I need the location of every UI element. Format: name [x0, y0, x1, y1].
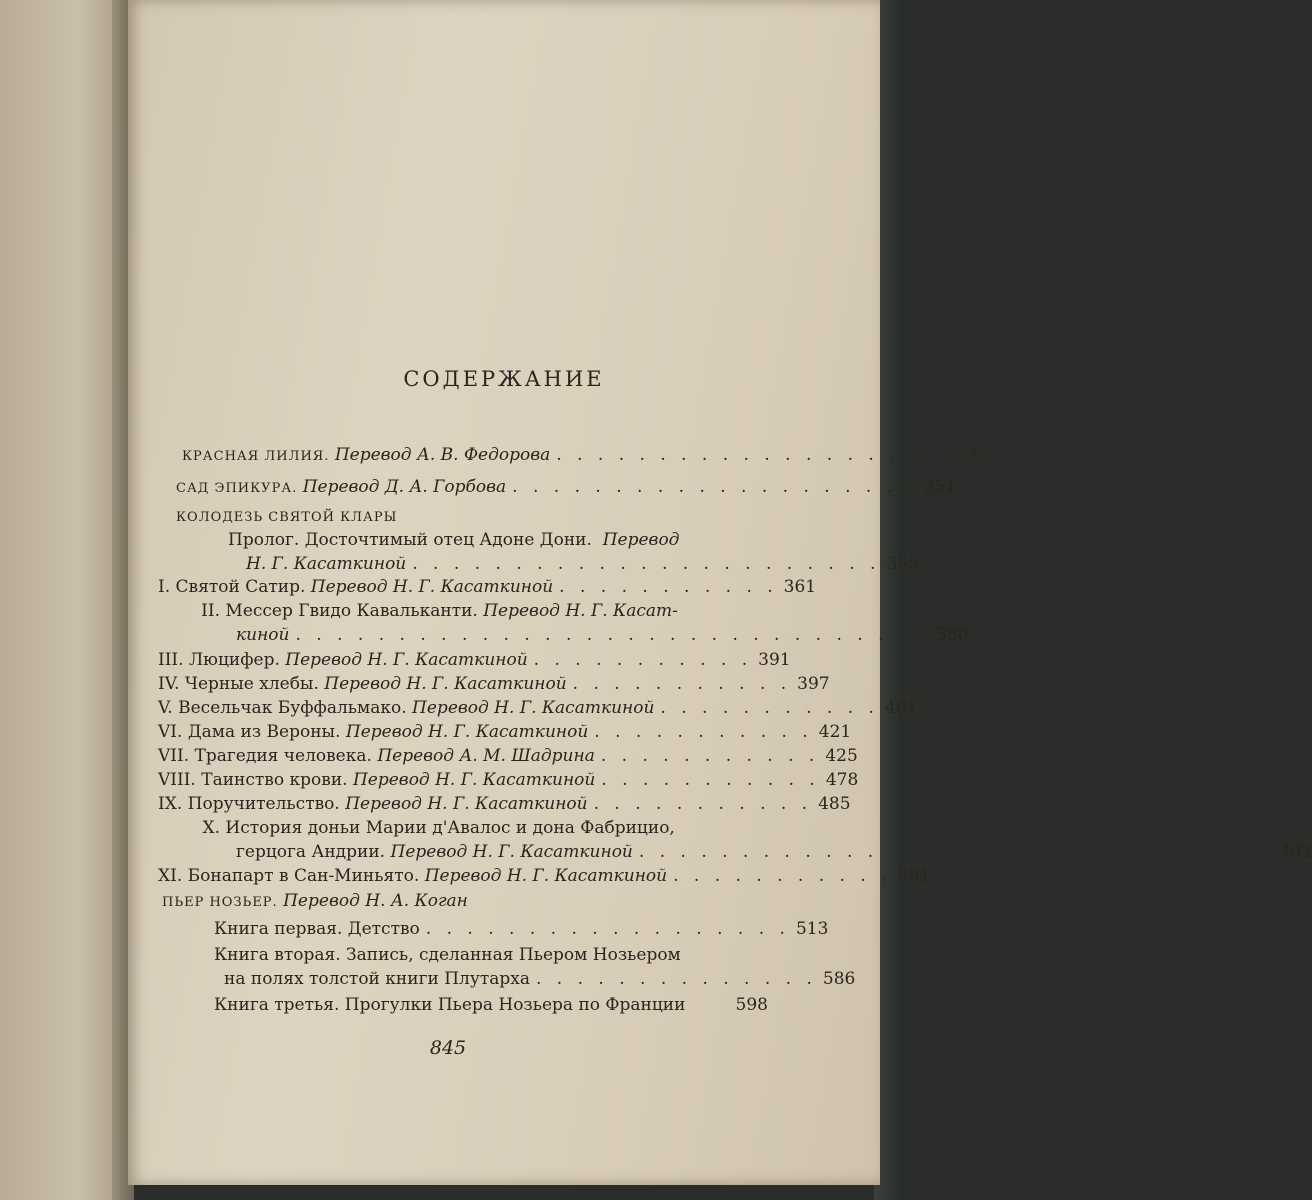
- chapter-title: Трагедия человека.: [194, 746, 372, 766]
- leader-dots: . . . . . . . . . . .: [594, 722, 813, 742]
- page-number: 586: [822, 969, 856, 989]
- translator: Перевод А. М. Шадрина: [377, 746, 595, 766]
- leader-dots: . . . . . . . . . . .: [600, 746, 820, 766]
- entry-title: Книга первая. Детство: [214, 919, 420, 939]
- toc-entry: [246, 553, 919, 575]
- page-number: 361: [783, 577, 817, 597]
- section-name: ПЬЕР НОЗЬЕР.: [162, 895, 278, 910]
- page-number: 501: [897, 866, 931, 886]
- leader-dots: . . . . . . . . . . . . . . . . . .: [425, 919, 790, 939]
- toc-chapter-entry: [158, 793, 851, 815]
- leader-dots: . . . . . . . . . . . . . . . . . . . .: [512, 477, 918, 497]
- translator: Перевод Н. Г. Касаткиной: [352, 770, 596, 790]
- chapter-number: XI.: [158, 866, 183, 886]
- chapter-title: Мессер Гвидо Кавальканти.: [225, 601, 478, 621]
- leader-dots: . . . . . . . . . . .: [601, 770, 820, 790]
- chapter-number: III.: [158, 650, 184, 670]
- toc-chapter-entry: [158, 576, 817, 598]
- table-of-contents: [128, 0, 1312, 1185]
- page-number: 251: [923, 477, 957, 497]
- page-number: 485: [818, 794, 851, 814]
- leader-dots: . . . . . . . . . . .: [673, 866, 892, 886]
- entry-title: Книга вторая. Запись, сделанная Пьером Нозьером: [214, 945, 681, 965]
- page-number: 492: [1279, 842, 1312, 862]
- toc-chapter-entry-continued: [236, 841, 1312, 863]
- page-number: 7: [968, 445, 979, 465]
- page-number: 425: [825, 746, 858, 766]
- chapter-title: Поручительство.: [187, 794, 340, 814]
- toc-entry: [162, 890, 468, 914]
- chapter-title: Черные хлебы.: [184, 674, 319, 694]
- left-page: [0, 0, 128, 1200]
- leader-dots: . . . . . . . . . . .: [533, 650, 753, 670]
- leader-dots: . . . . . . . . . . . . . .: [535, 969, 817, 989]
- page-number: 421: [818, 722, 852, 742]
- chapter-number: I.: [158, 577, 171, 597]
- toc-entry: [228, 529, 768, 551]
- entry-title-continued: на полях толстой книги Плутарха: [224, 969, 530, 989]
- translator: Перевод Н. Г. Касаткиной: [324, 674, 567, 694]
- page-number: 391: [758, 650, 791, 670]
- chapter-title: Таинство крови.: [201, 770, 348, 790]
- chapter-number: V.: [158, 698, 173, 718]
- chapter-number: IV.: [158, 674, 180, 694]
- section-name: КРАСНАЯ ЛИЛИЯ.: [182, 449, 330, 464]
- translator: Перевод Н. Г. Касаткиной: [412, 698, 655, 718]
- page-number: 598: [735, 995, 768, 1015]
- chapter-title: История доньи Марии д'Авалос и дона Фабрицио,: [225, 818, 675, 838]
- translator: Перевод Н. Г. Касаткиной: [345, 722, 589, 742]
- toc-chapter-entry-continued: [236, 624, 969, 646]
- toc-entry: [224, 968, 856, 990]
- chapter-title: Дама из Вероны.: [187, 722, 341, 742]
- section-name: САД ЭПИКУРА.: [176, 481, 298, 496]
- toc-chapter-entry: [158, 649, 791, 671]
- toc-chapter-entry: [158, 673, 830, 695]
- page-number: 478: [825, 770, 859, 790]
- translator: Перевод Н. Г. Касаткиной: [345, 794, 588, 814]
- translator: Н. Г. Касаткиной: [246, 554, 407, 574]
- chapter-title: Люцифер.: [188, 650, 280, 670]
- translator: Перевод Н. Г. Касат-: [483, 601, 678, 621]
- chapter-title: Бонапарт в Сан-Миньято.: [187, 866, 420, 886]
- leader-dots: . . . . . . . . . . . . . . . . . . . . . . . . . . . . . . .: [638, 842, 1274, 862]
- translator: Перевод А. В. Федорова: [334, 445, 551, 465]
- chapter-number: X.: [202, 818, 220, 838]
- chapter-number: II.: [201, 601, 220, 621]
- toc-entry: [214, 944, 681, 966]
- translator: Перевод Д. А. Горбова: [302, 477, 507, 497]
- leader-dots: . . . . . . . . . . .: [572, 674, 792, 694]
- entry-title: Книга третья. Прогулки Пьера Нозьера по Франции: [214, 995, 686, 1015]
- chapter-title: Святой Сатир.: [175, 577, 306, 597]
- toc-chapter-entry: [158, 721, 852, 743]
- translator: Перевод Н. Г. Касаткиной: [424, 866, 668, 886]
- toc-chapter-entry: [158, 769, 859, 791]
- section-name: КОЛОДЕЗЬ СВЯТОЙ КЛАРЫ: [176, 510, 398, 525]
- leader-dots: . . . . . . . . . . .: [660, 698, 879, 718]
- leader-dots: . . . . . . . . . . . . . . . . . . . . . . .: [412, 554, 881, 574]
- translator: Перевод Н. Г. Касаткиной: [285, 650, 528, 670]
- toc-chapter-entry: [158, 817, 774, 839]
- folio-page-number: 845: [429, 1037, 467, 1059]
- toc-entry: [176, 476, 957, 500]
- page-number: 380: [936, 625, 969, 645]
- toc-chapter-entry: [158, 865, 931, 887]
- leader-dots: . . . . . . . . . . .: [593, 794, 813, 814]
- entry-title: Пролог. Досточтимый отец Адоне Дони.: [228, 530, 592, 550]
- toc-chapter-entry: [158, 600, 774, 622]
- translator: Перевод Н. Г. Касаткиной: [390, 842, 633, 862]
- chapter-number: VI.: [158, 722, 183, 742]
- book-page: [128, 0, 1312, 1185]
- chapter-title: Весельчак Буффальмако.: [178, 698, 407, 718]
- leader-dots: . . . . . . . . . . . . . . . . . . . .: [556, 445, 963, 465]
- toc-chapter-entry: [158, 697, 918, 719]
- toc-chapter-entry: [158, 745, 858, 767]
- page-number: 355: [886, 554, 919, 574]
- toc-section-heading: [176, 507, 397, 529]
- page-number: 513: [795, 919, 829, 939]
- chapter-title-continued: герцога Андрии.: [236, 842, 386, 862]
- translator: Перевод: [602, 530, 680, 550]
- leader-dots: . . . . . . . . . . .: [559, 577, 778, 597]
- chapter-number: VIII.: [158, 770, 196, 790]
- page-number: 401: [884, 698, 918, 718]
- translator: Перевод Н. А. Коган: [283, 891, 468, 911]
- chapter-number: VII.: [158, 746, 190, 766]
- page-number: 397: [797, 674, 830, 694]
- translator-continued: киной: [236, 625, 290, 645]
- toc-entry: [182, 444, 979, 468]
- leader-dots: . . . . . . . . . . . . . . . . . . . . . . . . . . . . . . .: [295, 625, 931, 645]
- translator: Перевод Н. Г. Касаткиной: [310, 577, 554, 597]
- toc-entry: [214, 994, 768, 1016]
- page-title: СОДЕРЖАНИЕ: [403, 367, 605, 391]
- chapter-number: IX.: [158, 794, 183, 814]
- toc-entry: [214, 918, 829, 940]
